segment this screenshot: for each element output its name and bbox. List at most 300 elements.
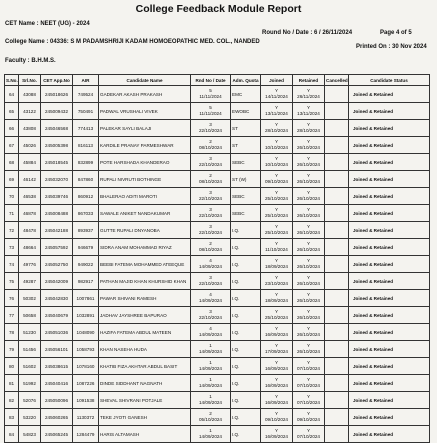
joined-date: 13/11/2024 — [265, 111, 288, 116]
column-header: Retained — [293, 75, 325, 86]
table-row — [5, 290, 430, 307]
cet-app-number-cell — [41, 222, 73, 239]
admission-quota: I.Q. — [232, 431, 240, 437]
serial-number-cell — [5, 375, 19, 392]
serial-number: 64 — [8, 91, 15, 97]
cancelled-value-cell — [325, 392, 349, 409]
air-rank-cell — [73, 409, 99, 426]
cancelled-value-cell — [325, 188, 349, 205]
cet-app-number-cell — [41, 341, 73, 358]
candidate-name: TEKE JYOTI GANESH — [100, 414, 147, 420]
candidate-status: Joined & Retained — [353, 108, 394, 114]
joined-date: 25/10/2024 — [265, 315, 288, 320]
srl-number: 49287 — [23, 278, 36, 284]
cancelled-value-cell — [325, 137, 349, 154]
round-date: 22/10/2024 — [199, 162, 222, 167]
serial-number: 75 — [8, 278, 15, 284]
joined-flag: Y — [274, 156, 279, 162]
round-number: 1 — [209, 360, 212, 366]
air-rank: 949022 — [77, 261, 94, 267]
round-number: 3 — [209, 122, 212, 128]
round-number: 4 — [209, 326, 212, 332]
air-rank: 867033 — [77, 210, 94, 216]
candidate-status-cell — [349, 307, 430, 324]
candidate-name-cell — [99, 154, 191, 171]
air-rank: 946679 — [77, 244, 94, 250]
candidate-status-cell — [349, 358, 430, 375]
joined-flag-cell — [261, 426, 293, 443]
serial-number-cell — [5, 154, 19, 171]
admission-quota: I.Q. — [232, 329, 240, 335]
srl-number-cell — [19, 222, 41, 239]
admission-quota-cell — [231, 154, 261, 171]
column-header: Joined — [261, 75, 293, 86]
round-number-cell — [191, 426, 231, 443]
cet-app-number-cell — [41, 239, 73, 256]
joined-flag-cell — [261, 103, 293, 120]
candidate-status-cell — [349, 239, 430, 256]
round-number: 3 — [209, 207, 212, 213]
page-number: Page 4 of 5 — [380, 30, 412, 36]
joined-flag: Y — [274, 207, 279, 213]
joined-date: 18/09/2024 — [265, 264, 288, 269]
air-rank-cell — [73, 188, 99, 205]
candidate-name-cell — [99, 205, 191, 222]
air-rank-cell — [73, 256, 99, 273]
round-number-cell — [191, 120, 231, 137]
srl-number: 43808 — [23, 125, 36, 131]
cet-app-number-cell — [41, 137, 73, 154]
printed-on: Printed On : 30 Nov 2024 — [356, 44, 427, 50]
retained-flag: Y — [306, 377, 311, 383]
round-number-cell — [191, 324, 231, 341]
admission-quota-cell — [231, 290, 261, 307]
round-date: 11/11/2024 — [199, 111, 222, 116]
joined-flag-cell — [261, 392, 293, 409]
round-date: 22/10/2024 — [199, 315, 222, 320]
column-header: Candidate Status — [349, 75, 430, 86]
candidate-name: GUTTE RUPALI DNYANOBA — [100, 227, 160, 233]
cancelled-value-cell — [325, 426, 349, 443]
retained-flag-cell — [293, 324, 325, 341]
retained-date: 13/11/2024 — [297, 111, 320, 116]
candidate-name: PAWAR SHIVANI RAMESH — [100, 295, 157, 301]
candidate-name-cell — [99, 222, 191, 239]
cancelled-value-cell — [325, 409, 349, 426]
joined-flag-cell — [261, 154, 293, 171]
retained-flag: Y — [306, 292, 311, 298]
round-number-cell — [191, 103, 231, 120]
cet-app-number-cell — [41, 375, 73, 392]
joined-flag: Y — [274, 190, 279, 196]
round-date: 14/09/2024 — [199, 400, 222, 405]
retained-flag: Y — [306, 394, 311, 400]
air-rank-cell — [73, 290, 99, 307]
round-number-cell — [191, 188, 231, 205]
retained-flag: Y — [306, 309, 311, 315]
cet-app-number-cell — [41, 120, 73, 137]
retained-date: 26/10/2024 — [297, 315, 320, 320]
table-row — [5, 188, 430, 205]
joined-date: 16/09/2024 — [265, 366, 288, 371]
srl-number: 45884 — [23, 159, 36, 165]
round-number-cell — [191, 205, 231, 222]
admission-quota-cell — [231, 239, 261, 256]
round-number: 1 — [209, 428, 212, 434]
srl-number-cell — [19, 171, 41, 188]
joined-date: 16/09/2024 — [265, 400, 288, 405]
joined-date: 10/10/2024 — [265, 145, 288, 150]
candidate-status: Joined & Retained — [353, 193, 394, 199]
srl-number: 53220 — [23, 414, 36, 420]
cet-app-number: 245065245 — [45, 431, 68, 437]
air-rank: 1048090 — [76, 329, 95, 335]
candidate-status: Joined & Retained — [353, 312, 394, 318]
joined-flag-cell — [261, 375, 293, 392]
retained-flag-cell — [293, 188, 325, 205]
retained-date: 26/10/2024 — [297, 145, 320, 150]
admission-quota: I.Q. — [232, 227, 240, 233]
srl-number: 43122 — [23, 108, 36, 114]
cet-app-number-cell — [41, 392, 73, 409]
table-row — [5, 205, 430, 222]
cet-app-number: 245042830 — [45, 295, 68, 301]
retained-flag-cell — [293, 154, 325, 171]
candidate-name: DINDE SIDDHANT NAGNATH — [100, 380, 163, 386]
srl-number: 51992 — [23, 380, 36, 386]
column-header: Adm. Quota — [231, 75, 261, 86]
joined-flag: Y — [274, 309, 279, 315]
candidate-status-cell — [349, 273, 430, 290]
admission-quota-cell — [231, 171, 261, 188]
candidate-name-cell — [99, 103, 191, 120]
cet-app-number: 245052750 — [45, 261, 68, 267]
joined-flag: Y — [274, 258, 279, 264]
joined-flag: Y — [274, 122, 279, 128]
serial-number: 78 — [8, 329, 15, 335]
air-rank-cell — [73, 103, 99, 120]
admission-quota: I.Q. — [232, 278, 240, 284]
serial-number: 77 — [8, 312, 15, 318]
retained-date: 26/10/2024 — [297, 230, 320, 235]
retained-date: 26/10/2024 — [297, 281, 320, 286]
srl-number: 54823 — [23, 431, 36, 437]
retained-flag: Y — [306, 105, 311, 111]
table-row — [5, 103, 430, 120]
serial-number-cell — [5, 205, 19, 222]
candidate-status: Joined & Retained — [353, 397, 394, 403]
candidate-name: JADHAV JAYSHREE BAPURAO — [100, 312, 167, 318]
srl-number-cell — [19, 188, 41, 205]
joined-flag: Y — [274, 326, 279, 332]
cet-app-number: 245018545 — [45, 159, 68, 165]
round-date: 22/10/2024 — [199, 281, 222, 286]
admission-quota-cell — [231, 341, 261, 358]
joined-flag-cell — [261, 256, 293, 273]
round-number: 3 — [209, 309, 212, 315]
cet-app-number-cell — [41, 290, 73, 307]
candidate-name-cell — [99, 358, 191, 375]
air-rank-cell — [73, 154, 99, 171]
cet-app-number-cell — [41, 86, 73, 103]
cet-app-number-cell — [41, 324, 73, 341]
candidate-name: RUPALI NIVRUTI BOTHINGE — [100, 176, 162, 182]
round-date: Round No / Date : 6 / 26/11/2024 — [262, 30, 353, 36]
cancelled-value-cell — [325, 205, 349, 222]
srl-number-cell — [19, 205, 41, 222]
candidate-name: PATHAN MAJID KHAN KHURSHID KHAN — [100, 278, 187, 284]
candidate-name-cell — [99, 171, 191, 188]
srl-number-cell — [19, 409, 41, 426]
round-number: 3 — [209, 156, 212, 162]
cet-app-number-cell — [41, 273, 73, 290]
serial-number: 68 — [8, 159, 15, 165]
candidate-name: BHALERAO ADITI MAROTI — [100, 193, 157, 199]
serial-number-cell — [5, 222, 19, 239]
table-row — [5, 409, 430, 426]
srl-number-cell — [19, 426, 41, 443]
serial-number-cell — [5, 273, 19, 290]
joined-flag: Y — [274, 377, 279, 383]
candidate-name: KARDILE PRANAY PARMESHWAR — [100, 142, 174, 148]
joined-flag-cell — [261, 341, 293, 358]
cet-app-number-cell — [41, 154, 73, 171]
cet-app-number: 245040416 — [45, 380, 68, 386]
air-rank: 1032891 — [76, 312, 95, 318]
serial-number-cell — [5, 103, 19, 120]
retained-flag: Y — [306, 207, 311, 213]
joined-flag-cell — [261, 205, 293, 222]
candidate-name: KHAN NASEHA HUDA — [100, 346, 147, 352]
round-number-cell — [191, 154, 231, 171]
joined-date: 09/10/2024 — [265, 417, 288, 422]
admission-quota: SEBC — [232, 193, 245, 199]
cancelled-value-cell — [325, 256, 349, 273]
serial-number: 81 — [8, 380, 15, 386]
column-header: CET App.No — [41, 75, 73, 86]
srl-number-cell — [19, 392, 41, 409]
table-row — [5, 137, 430, 154]
retained-date: 09/10/2024 — [297, 417, 320, 422]
retained-date: 07/10/2024 — [297, 400, 320, 405]
srl-number-cell — [19, 324, 41, 341]
cet-app-number: 245056101 — [45, 346, 68, 352]
cancelled-value-cell — [325, 222, 349, 239]
air-rank-cell — [73, 307, 99, 324]
air-rank: 893937 — [77, 227, 94, 233]
candidate-status-cell — [349, 426, 430, 443]
air-rank-cell — [73, 171, 99, 188]
candidate-name: BEEBI FATEMA MOHAMMED ATEEQUE — [100, 261, 185, 267]
srl-number-cell — [19, 307, 41, 324]
candidate-status-cell — [349, 324, 430, 341]
cancelled-value-cell — [325, 290, 349, 307]
admission-quota-cell — [231, 426, 261, 443]
serial-number: 65 — [8, 108, 15, 114]
cet-app-number-cell — [41, 256, 73, 273]
candidate-name: PALEKAR SAYLI BALAJI — [100, 125, 152, 131]
retained-flag: Y — [306, 411, 311, 417]
round-number-cell — [191, 392, 231, 409]
air-rank: 1130372 — [76, 414, 95, 420]
retained-flag-cell — [293, 256, 325, 273]
joined-flag-cell — [261, 358, 293, 375]
retained-flag-cell — [293, 307, 325, 324]
air-rank-cell — [73, 426, 99, 443]
table-header-row — [5, 75, 430, 86]
admission-quota-cell — [231, 86, 261, 103]
candidate-name-cell — [99, 392, 191, 409]
candidate-name: SAWALE ANIKET NANDAKUMAR — [100, 210, 171, 216]
retained-date: 07/10/2024 — [297, 383, 320, 388]
round-date: 05/10/2024 — [199, 417, 222, 422]
round-number: 4 — [209, 292, 212, 298]
air-rank: 982917 — [77, 278, 94, 284]
srl-number: 51230 — [23, 329, 36, 335]
round-date: 14/09/2024 — [199, 366, 222, 371]
air-rank: 1007861 — [76, 295, 95, 301]
air-rank: 1284479 — [76, 431, 95, 437]
cancelled-value-cell — [325, 324, 349, 341]
retained-date: 26/10/2024 — [297, 298, 320, 303]
joined-flag-cell — [261, 409, 293, 426]
retained-flag-cell — [293, 375, 325, 392]
retained-date: 28/10/2024 — [297, 128, 320, 133]
retained-date: 26/10/2024 — [297, 349, 320, 354]
joined-flag-cell — [261, 307, 293, 324]
srl-number: 46142 — [23, 176, 36, 182]
retained-flag: Y — [306, 224, 311, 230]
retained-flag-cell — [293, 341, 325, 358]
joined-flag-cell — [261, 137, 293, 154]
round-number: 2 — [209, 173, 212, 179]
candidate-name-cell — [99, 426, 191, 443]
srl-number: 49776 — [23, 261, 36, 267]
round-number-cell — [191, 256, 231, 273]
serial-number: 80 — [8, 363, 15, 369]
retained-flag: Y — [306, 139, 311, 145]
retained-date: 26/11/2024 — [297, 94, 320, 99]
serial-number-cell — [5, 358, 19, 375]
joined-flag-cell — [261, 273, 293, 290]
joined-date: 28/10/2024 — [265, 128, 288, 133]
admission-quota: I.Q. — [232, 380, 240, 386]
round-number-cell — [191, 273, 231, 290]
round-date: 14/09/2024 — [199, 349, 222, 354]
srl-number: 52076 — [23, 397, 36, 403]
serial-number: 70 — [8, 193, 15, 199]
srl-number: 48478 — [23, 227, 36, 233]
cancelled-value-cell — [325, 239, 349, 256]
retained-date: 26/10/2024 — [297, 213, 320, 218]
joined-flag-cell — [261, 222, 293, 239]
candidate-name: HAZIFA FATEMA ABDUL MATEEN — [100, 329, 172, 335]
joined-date: 16/09/2024 — [265, 383, 288, 388]
admission-quota-cell — [231, 392, 261, 409]
candidate-name: POTE HARSHADA KHANDERAO — [100, 159, 170, 165]
air-rank-cell — [73, 392, 99, 409]
admission-quota: EWOBC — [232, 108, 250, 114]
candidate-status: Joined & Retained — [353, 125, 394, 131]
round-number-cell — [191, 375, 231, 392]
retained-flag: Y — [306, 343, 311, 349]
table-row — [5, 273, 430, 290]
joined-date: 17/09/2024 — [265, 349, 288, 354]
cancelled-value-cell — [325, 341, 349, 358]
candidate-status: Joined & Retained — [353, 329, 394, 335]
admission-quota: SEBC — [232, 159, 245, 165]
joined-date: 18/09/2024 — [265, 298, 288, 303]
admission-quota-cell — [231, 358, 261, 375]
candidate-status-cell — [349, 188, 430, 205]
serial-number-cell — [5, 341, 19, 358]
candidate-name-cell — [99, 188, 191, 205]
table-row — [5, 341, 430, 358]
candidate-status: Joined & Retained — [353, 176, 394, 182]
air-rank-cell — [73, 86, 99, 103]
candidate-name-cell — [99, 120, 191, 137]
candidate-name-cell — [99, 290, 191, 307]
column-header: S.No. — [5, 75, 19, 86]
serial-number: 73 — [8, 244, 15, 250]
joined-flag: Y — [274, 411, 279, 417]
retained-flag-cell — [293, 120, 325, 137]
joined-flag-cell — [261, 188, 293, 205]
srl-number-cell — [19, 341, 41, 358]
air-rank: 1058793 — [76, 346, 95, 352]
admission-quota-cell — [231, 256, 261, 273]
joined-flag: Y — [274, 343, 279, 349]
candidate-name-cell — [99, 137, 191, 154]
cet-name: CET Name : NEET (UG) - 2024 — [5, 21, 90, 27]
serial-number-cell — [5, 392, 19, 409]
joined-date: 11/10/2024 — [265, 247, 288, 252]
candidate-status: Joined & Retained — [353, 261, 394, 267]
cet-app-number: 245018626 — [45, 91, 68, 97]
table-row — [5, 426, 430, 443]
candidate-name: KHATIB FIZA AKHTAR ABDUL BASIT — [100, 363, 178, 369]
srl-number-cell — [19, 358, 41, 375]
cet-app-number-cell — [41, 426, 73, 443]
candidate-status: Joined & Retained — [353, 159, 394, 165]
srl-number-cell — [19, 86, 41, 103]
candidate-status: Joined & Retained — [353, 244, 394, 250]
candidate-status-cell — [349, 290, 430, 307]
serial-number: 69 — [8, 176, 15, 182]
cet-app-number: 245008488 — [45, 210, 68, 216]
admission-quota: I.Q. — [232, 244, 240, 250]
air-rank-cell — [73, 205, 99, 222]
srl-number-cell — [19, 273, 41, 290]
joined-flag: Y — [274, 241, 279, 247]
srl-number: 45026 — [23, 142, 36, 148]
admission-quota: I.Q. — [232, 414, 240, 420]
srl-number-cell — [19, 137, 41, 154]
srl-number-cell — [19, 103, 41, 120]
joined-flag-cell — [261, 290, 293, 307]
serial-number: 66 — [8, 125, 15, 131]
cancelled-value-cell — [325, 375, 349, 392]
round-number: 4 — [209, 258, 212, 264]
round-date: 22/10/2024 — [199, 230, 222, 235]
serial-number: 74 — [8, 261, 15, 267]
cet-app-number-cell — [41, 171, 73, 188]
serial-number: 79 — [8, 346, 15, 352]
candidate-name-cell — [99, 375, 191, 392]
admission-quota: ST — [232, 125, 238, 131]
admission-quota: I.Q. — [232, 346, 240, 352]
retained-date: 26/10/2024 — [297, 264, 320, 269]
